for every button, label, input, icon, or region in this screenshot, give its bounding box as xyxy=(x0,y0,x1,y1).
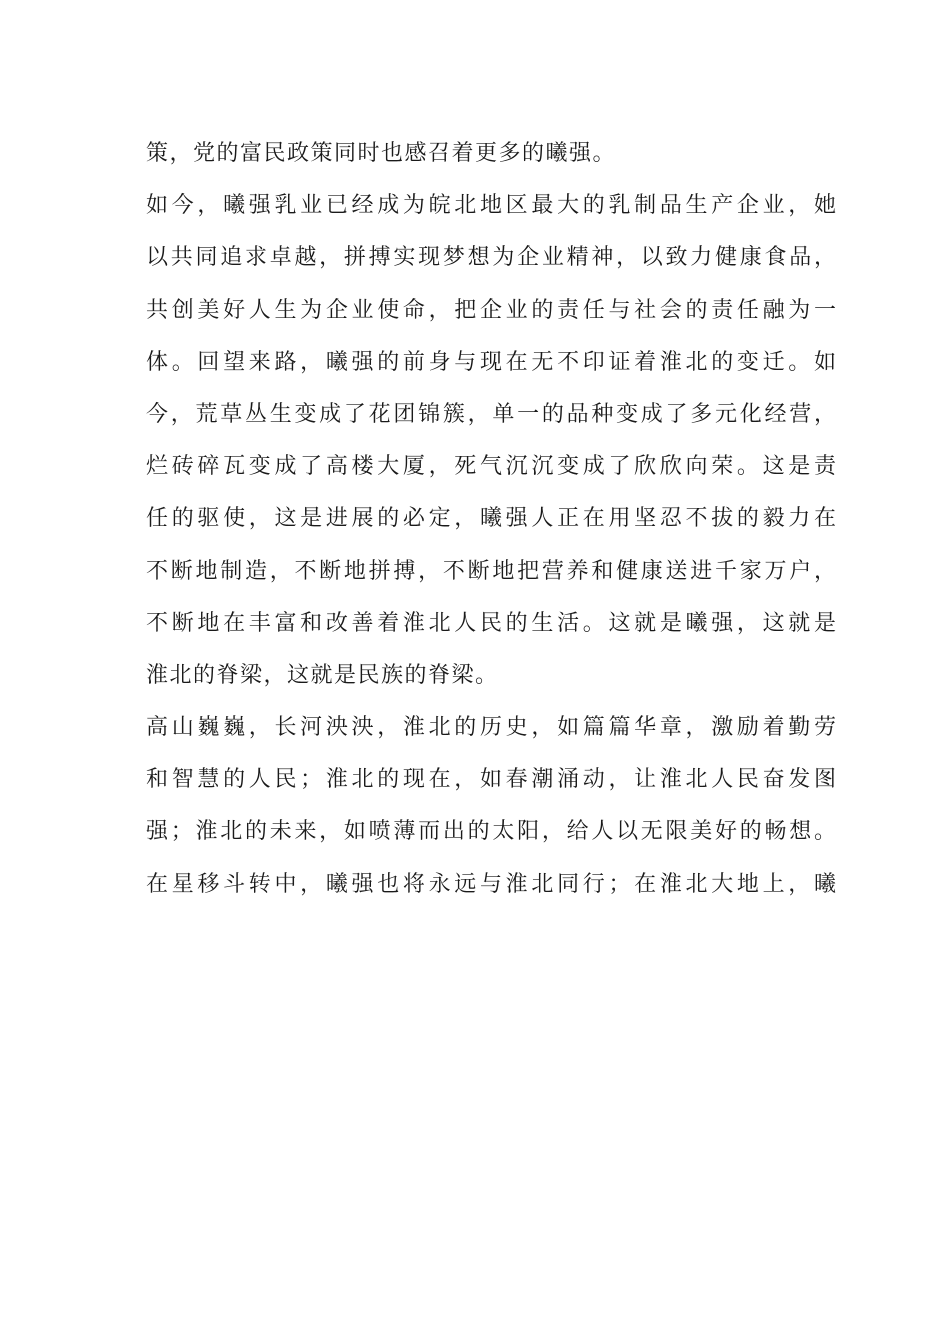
text-line: 强；淮北的未来，如喷薄而出的太阳，给人以无限美好的畅想。 xyxy=(146,819,836,845)
text-line: 和智慧的人民；淮北的现在，如春潮涌动，让淮北人民奋发图 xyxy=(146,767,836,793)
text-line: 以共同追求卓越，拼搏实现梦想为企业精神，以致力健康食品， xyxy=(146,245,836,271)
body-text xyxy=(146,128,836,911)
text-line: 烂砖碎瓦变成了高楼大厦，死气沉沉变成了欣欣向荣。这是责 xyxy=(146,454,836,480)
text-line: 淮北的脊梁，这就是民族的脊梁。 xyxy=(146,662,499,688)
text-line: 体。回望来路，曦强的前身与现在无不印证着淮北的变迁。如 xyxy=(146,349,836,375)
text-line: 不断地制造，不断地拼搏，不断地把营养和健康送进千家万户， xyxy=(146,558,836,584)
text-line: 在星移斗转中，曦强也将永远与淮北同行；在淮北大地上，曦 xyxy=(146,871,836,897)
text-line: 任的驱使，这是进展的必定，曦强人正在用坚忍不拔的毅力在 xyxy=(146,506,836,532)
text-line: 共创美好人生为企业使命，把企业的责任与社会的责任融为一 xyxy=(146,297,836,323)
text-line: 高山巍巍，长河泱泱，淮北的历史，如篇篇华章，激励着勤劳 xyxy=(146,715,836,741)
text-line: 今，荒草丛生变成了花团锦簇，单一的品种变成了多元化经营， xyxy=(146,401,836,427)
text-line: 不断地在丰富和改善着淮北人民的生活。这就是曦强，这就是 xyxy=(146,610,836,636)
text-line: 策，党的富民政策同时也感召着更多的曦强。 xyxy=(146,141,617,166)
text-line: 如今，曦强乳业已经成为皖北地区最大的乳制品生产企业，她 xyxy=(146,193,836,219)
